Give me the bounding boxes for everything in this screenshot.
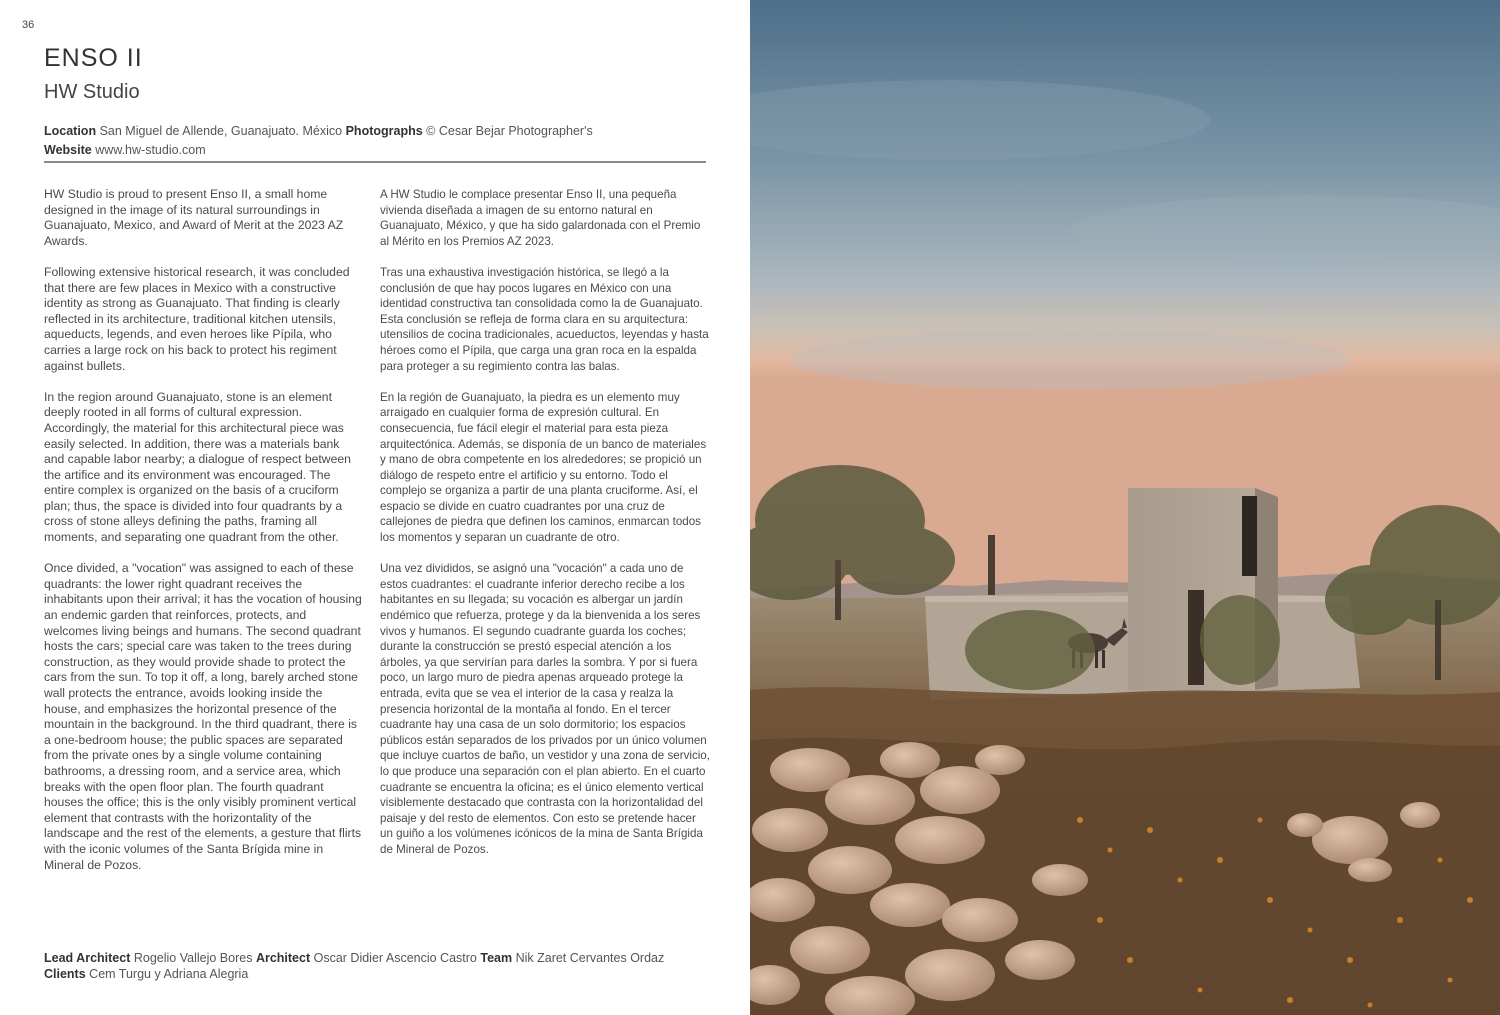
- english-paragraph: Once divided, a "vocation" was assigned to each of these quadrants: the lower right quadrant receives the inhabitants upon their arrival; it has the vocation of housing an endemic garden that reinforces, protects, and welcomes living beings and humans. The second quadrant hosts the cars; special care was taken to the trees during construction, as they would provide shade to protect the cars from the sun. To top it off, a long, barely arched stone wall protects the entrance, avoids looking inside the house, and emphasizes the horizontal presence of the mountain in the background. In the third quadrant, there is a one-bedroom house; the public spaces are separated from the private ones by a single volume containing bathrooms, a dressing room, and a service area, which breaks with the open floor plan. The fourth quadrant houses the office; this is the only visibly prominent vertical element that contrasts with the horizontality of the landscape and the rest of the elements, a gesture that flirts with the iconic volumes of the Santa Brígida mine in Mineral de Pozos.: [44, 561, 362, 872]
- english-column: [44, 187, 362, 889]
- credits-line-2: [44, 141, 706, 160]
- header-divider: [44, 161, 706, 163]
- location-label: Location: [44, 124, 97, 138]
- credits-line-1: [44, 122, 706, 141]
- page-subtitle: HW Studio: [44, 81, 140, 103]
- english-paragraph: HW Studio is proud to present Enso II, a small home designed in the image of its natural surroundings in Guanajuato, Mexico, and Award of Merit at the 2023 AZ Awards.: [44, 187, 344, 248]
- team-value: Nik Zaret Cervantes Ordaz: [515, 951, 665, 965]
- photographs-label: Photographs: [345, 124, 423, 138]
- spanish-paragraph: Tras una exhaustiva investigación histórica, se llegó a la conclusión de que hay pocos lugares en México con una identidad constructiva tan consolidada como la de Guanajuato. Esta conclusión se refleja de forma clara en su arquitectura: utensilios de cocina tradicionales, acueductos, leyendas y hasta héroes como el Pípila, que carga una gran roca en la espalda para proteger a su regimiento contra las balas.: [380, 265, 709, 373]
- photographs-value: © Cesar Bejar Photographer's: [426, 124, 593, 138]
- architect-value: Oscar Didier Ascencio Castro: [313, 951, 477, 965]
- website-label: Website: [44, 143, 92, 157]
- architect-label: Architect: [255, 951, 311, 965]
- team-label: Team: [480, 951, 513, 965]
- location-value: San Miguel de Allende, Guanajuato. México: [99, 124, 343, 138]
- lead-architect-value: Rogelio Vallejo Bores: [133, 951, 253, 965]
- tower-opening: [1242, 496, 1257, 576]
- clients-value: Cem Turgu y Adriana Alegria: [89, 966, 249, 981]
- english-paragraph: In the region around Guanajuato, stone is an element deeply rooted in all forms of cultural expression. Accordingly, the material for this architectural piece was easily selected. In addition, there was a materials bank and capable labor nearby; a dialogue of respect between the artifice and its environment was encouraged. The entire complex is organized on the basis of a cruciform plan; thus, the space is divided into four quadrants by a cross of stone alleys defining the paths, framing all moments, and separating one quadrant from the other.: [44, 389, 351, 545]
- clients-label: Clients: [44, 966, 86, 981]
- spanish-column: [380, 187, 710, 873]
- team-credits-line-2: [44, 967, 706, 983]
- spanish-paragraph: Una vez divididos, se asignó una "vocación" a cada uno de estos cuadrantes: el cuadrante inferior derecho recibe a los habitantes en su llegada; su vocación es albergar un jardín endémico que refuerza, protege y da la bienvenida a los seres vivos y humanos. El segundo cuadrante guarda los coches; durante la construcción se prestó especial atención a los árboles, ya que servirían para darles la sombra. Y por si fuera poco, un largo muro de piedra apenas arqueado protege la entrada, evita que se vea el interior de la casa y realza la presencia horizontal de la montaña al fondo. En el tercer cuadrante hay una casa de un solo dormitorio; los espacios públicos están separados de los privados por un único volumen que incluye cuartos de baño, un vestidor y una zona de servicio, lo que produce una separación con el plan abierto. En el cuarto cuadrante se encuentra la oficina; es el único elemento vertical visiblemente destacado que contrasta con la horizontalidad del paisaje y del resto de elementos. Con esto se pretende hacer un guiño a los volúmenes icónicos de la mina de Santa Brígida de Mineral de Pozos.: [380, 562, 710, 856]
- chimney: [988, 535, 995, 595]
- website-link[interactable]: www.hw-studio.com: [95, 143, 206, 157]
- landscape-photo: [750, 0, 1500, 1015]
- lead-architect-label: Lead Architect: [44, 951, 131, 965]
- team-credits-line-1: [44, 951, 706, 967]
- spanish-paragraph: A HW Studio le complace presentar Enso II, una pequeña vivienda diseñada a imagen de su entorno natural en Guanajuato, México, y que ha sido galardonada con el Premio al Mérito en los Premios AZ 2023.: [380, 188, 701, 248]
- team-credits: [44, 951, 706, 982]
- photo-illustration: [750, 0, 1500, 1015]
- project-credits: [44, 122, 706, 160]
- english-paragraph: Following extensive historical research, it was concluded that there are few places in Mexico with a constructive identity as strong as Guanajuato. That finding is clearly reflected in its architecture, traditional kitchen utensils, aqueducts, legends, and even heroes like Pípila, who carries a large rock on his back to protect his regiment against bullets.: [44, 264, 350, 373]
- page-number: 36: [22, 19, 35, 31]
- cloud: [790, 330, 1350, 390]
- page-title: ENSO II: [44, 44, 143, 72]
- spanish-paragraph: En la región de Guanajuato, la piedra es un elemento muy arraigado en cualquier forma de expresión cultural. En consecuencia, fue fácil elegir el material para esta pieza arquitectónica. Además, se disponía de un banco de materiales y mano de obra competente en los alrededores; se propició un diálogo de respeto entre el artificio y su entorno. Todo el complejo se organiza a partir de una planta cruciforme. Así, el espacio se divide en cuatro cuadrantes por una cruz de callejones de piedra que definen los caminos, enmarcan todos los momentos y separan un cuadrante de otro.: [380, 390, 707, 545]
